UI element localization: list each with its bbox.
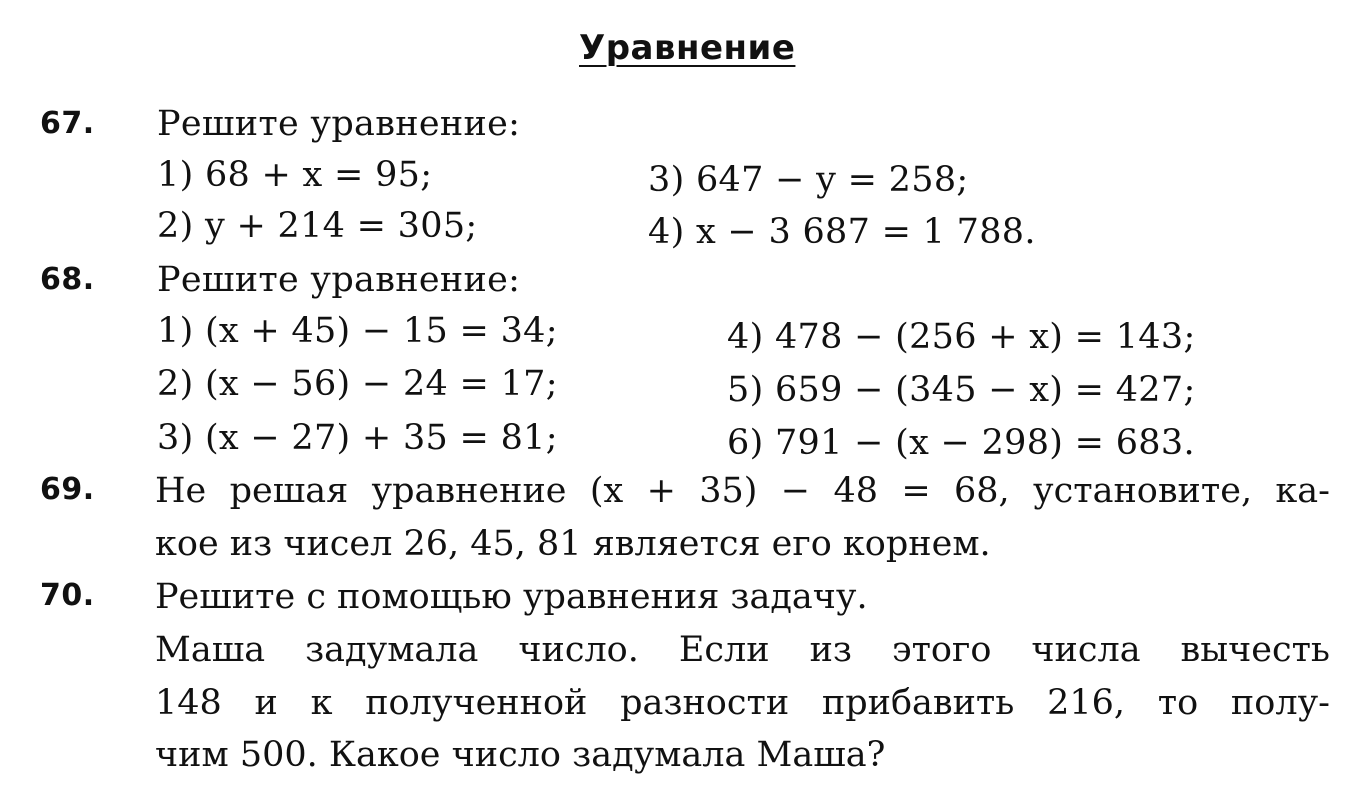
problem-68-item-3: 3) (x − 27) + 35 = 81; (157, 418, 558, 458)
problem-67-item-4: 4) x − 3 687 = 1 788. (648, 212, 1036, 252)
problem-67-prompt: Решите уравнение: (157, 104, 521, 144)
problem-70-line-4: чим 500. Какое число задумала Маша? (155, 735, 886, 775)
problem-70-line-3: 148 и к полученной разности прибавить 216, то полу- (155, 683, 1330, 723)
problem-68-number: 68. (40, 262, 95, 297)
problem-70-number: 70. (40, 578, 95, 613)
problem-68-prompt: Решите уравнение: (157, 260, 521, 300)
problem-68-item-5: 5) 659 − (345 − x) = 427; (727, 370, 1196, 410)
problem-69-number: 69. (40, 472, 95, 507)
problem-68-item-6: 6) 791 − (x − 298) = 683. (727, 423, 1195, 463)
problem-67-item-2: 2) y + 214 = 305; (157, 206, 478, 246)
problem-67-item-3: 3) 647 − y = 258; (648, 160, 969, 200)
problem-67-item-1: 1) 68 + x = 95; (157, 155, 433, 195)
problem-69-line-1: Не решая уравнение (x + 35) − 48 = 68, установите, ка- (155, 471, 1330, 511)
page-title: Уравнение (579, 28, 796, 68)
problem-70-line-1: Решите с помощью уравнения задачу. (155, 577, 868, 617)
problem-70-line-2: Маша задумала число. Если из этого числа вычесть (155, 630, 1330, 670)
problem-68-item-4: 4) 478 − (256 + x) = 143; (727, 317, 1196, 357)
problem-69-line-2: кое из чисел 26, 45, 81 является его корнем. (155, 524, 991, 564)
problem-67-number: 67. (40, 106, 95, 141)
problem-68-item-1: 1) (x + 45) − 15 = 34; (157, 311, 558, 351)
problem-68-item-2: 2) (x − 56) − 24 = 17; (157, 364, 558, 404)
